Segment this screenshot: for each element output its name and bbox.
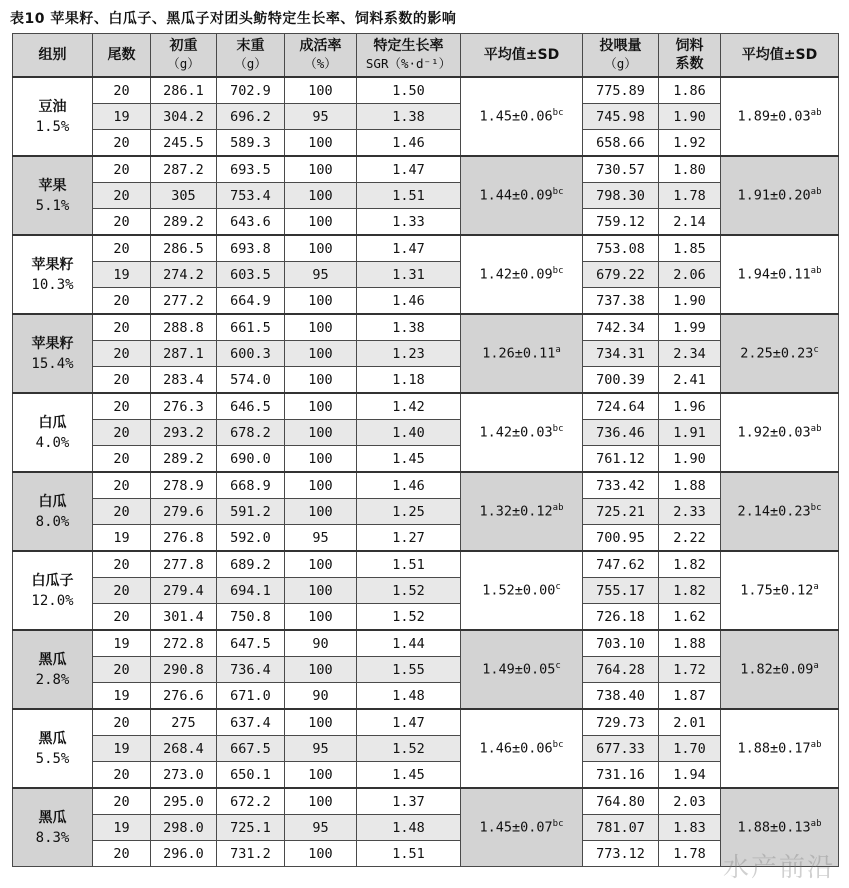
final-weight-cell: 736.4	[217, 657, 285, 683]
survival-cell: 90	[285, 630, 357, 657]
fcr-cell: 2.41	[659, 367, 721, 394]
group-label: 黑瓜 2.8%	[13, 630, 93, 709]
final-weight-cell: 592.0	[217, 525, 285, 552]
sgr-mean-cell: 1.45±0.06$^{bc}$	[461, 77, 583, 156]
fcr-cell: 1.78	[659, 841, 721, 867]
initial-weight-cell: 277.8	[151, 551, 217, 578]
table-row	[13, 314, 839, 341]
table-row	[13, 762, 839, 789]
group-label: 苹果籽 10.3%	[13, 235, 93, 314]
table-row	[13, 446, 839, 473]
final-weight-cell: 637.4	[217, 709, 285, 736]
table-row	[13, 235, 839, 262]
initial-weight-cell: 289.2	[151, 446, 217, 473]
count-cell: 20	[93, 130, 151, 157]
group-label: 苹果 5.1%	[13, 156, 93, 235]
initial-weight-cell: 276.3	[151, 393, 217, 420]
initial-weight-cell: 295.0	[151, 788, 217, 815]
final-weight-cell: 643.6	[217, 209, 285, 236]
survival-cell: 100	[285, 657, 357, 683]
sgr-cell: 1.23	[357, 341, 461, 367]
count-cell: 20	[93, 156, 151, 183]
survival-cell: 100	[285, 156, 357, 183]
table-row	[13, 709, 839, 736]
feed-cell: 730.57	[583, 156, 659, 183]
survival-cell: 100	[285, 578, 357, 604]
sgr-cell: 1.48	[357, 683, 461, 710]
count-cell: 20	[93, 393, 151, 420]
final-weight-cell: 650.1	[217, 762, 285, 789]
initial-weight-cell: 245.5	[151, 130, 217, 157]
feed-cell: 733.42	[583, 472, 659, 499]
group-label: 白瓜 8.0%	[13, 472, 93, 551]
group-block	[13, 709, 839, 788]
initial-weight-cell: 304.2	[151, 104, 217, 130]
table-row	[13, 183, 839, 209]
count-cell: 20	[93, 578, 151, 604]
sgr-cell: 1.47	[357, 709, 461, 736]
table-row	[13, 262, 839, 288]
count-cell: 20	[93, 762, 151, 789]
survival-cell: 100	[285, 762, 357, 789]
feed-cell: 745.98	[583, 104, 659, 130]
initial-weight-cell: 287.2	[151, 156, 217, 183]
fcr-cell: 1.96	[659, 393, 721, 420]
count-cell: 20	[93, 341, 151, 367]
table-row	[13, 551, 839, 578]
final-weight-cell: 725.1	[217, 815, 285, 841]
count-cell: 19	[93, 104, 151, 130]
group-label: 白瓜 4.0%	[13, 393, 93, 472]
table-row	[13, 156, 839, 183]
survival-cell: 100	[285, 499, 357, 525]
table-row	[13, 657, 839, 683]
sgr-cell: 1.18	[357, 367, 461, 394]
survival-cell: 100	[285, 235, 357, 262]
results-table	[12, 33, 839, 867]
group-block	[13, 77, 839, 156]
feed-cell: 679.22	[583, 262, 659, 288]
count-cell: 20	[93, 235, 151, 262]
count-cell: 19	[93, 683, 151, 710]
final-weight-cell: 664.9	[217, 288, 285, 315]
table-row	[13, 841, 839, 867]
count-cell: 20	[93, 841, 151, 867]
sgr-cell: 1.55	[357, 657, 461, 683]
fcr-cell: 2.34	[659, 341, 721, 367]
initial-weight-cell: 279.4	[151, 578, 217, 604]
table-row	[13, 736, 839, 762]
group-block	[13, 314, 839, 393]
sgr-cell: 1.44	[357, 630, 461, 657]
survival-cell: 95	[285, 815, 357, 841]
survival-cell: 100	[285, 288, 357, 315]
feed-cell: 726.18	[583, 604, 659, 631]
feed-cell: 724.64	[583, 393, 659, 420]
table-row	[13, 525, 839, 552]
fcr-cell: 1.87	[659, 683, 721, 710]
header-sgr: 特定生长率 SGR（%·d⁻¹）	[357, 34, 461, 78]
sgr-cell: 1.52	[357, 736, 461, 762]
group-block	[13, 393, 839, 472]
count-cell: 19	[93, 630, 151, 657]
header-survival: 成活率 （%）	[285, 34, 357, 78]
group-block	[13, 551, 839, 630]
fcr-mean-cell: 1.88±0.13$^{ab}$	[721, 788, 839, 867]
survival-cell: 100	[285, 367, 357, 394]
sgr-cell: 1.38	[357, 314, 461, 341]
group-block	[13, 235, 839, 314]
sgr-mean-cell: 1.49±0.05$^c$	[461, 630, 583, 709]
initial-weight-cell: 276.8	[151, 525, 217, 552]
count-cell: 20	[93, 709, 151, 736]
final-weight-cell: 731.2	[217, 841, 285, 867]
survival-cell: 100	[285, 341, 357, 367]
sgr-cell: 1.38	[357, 104, 461, 130]
initial-weight-cell: 286.1	[151, 77, 217, 104]
fcr-cell: 1.85	[659, 235, 721, 262]
sgr-cell: 1.45	[357, 446, 461, 473]
watermark: 水产前沿	[722, 853, 835, 883]
sgr-cell: 1.47	[357, 156, 461, 183]
final-weight-cell: 672.2	[217, 788, 285, 815]
group-block	[13, 788, 839, 867]
sgr-cell: 1.50	[357, 77, 461, 104]
fcr-cell: 2.03	[659, 788, 721, 815]
sgr-cell: 1.52	[357, 578, 461, 604]
feed-cell: 747.62	[583, 551, 659, 578]
final-weight-cell: 647.5	[217, 630, 285, 657]
survival-cell: 100	[285, 314, 357, 341]
count-cell: 20	[93, 446, 151, 473]
initial-weight-cell: 283.4	[151, 367, 217, 394]
table-caption: 表10 苹果籽、白瓜子、黑瓜子对团头鲂特定生长率、饲料系数的影响	[10, 11, 457, 27]
survival-cell: 100	[285, 420, 357, 446]
header-row	[13, 34, 839, 78]
feed-cell: 725.21	[583, 499, 659, 525]
header-group: 组别	[13, 34, 93, 78]
fcr-cell: 1.88	[659, 630, 721, 657]
fcr-cell: 1.86	[659, 77, 721, 104]
count-cell: 20	[93, 788, 151, 815]
sgr-cell: 1.46	[357, 472, 461, 499]
count-cell: 20	[93, 77, 151, 104]
survival-cell: 100	[285, 130, 357, 157]
sgr-mean-cell: 1.44±0.09$^{bc}$	[461, 156, 583, 235]
fcr-cell: 1.82	[659, 578, 721, 604]
survival-cell: 100	[285, 446, 357, 473]
final-weight-cell: 646.5	[217, 393, 285, 420]
survival-cell: 100	[285, 709, 357, 736]
feed-cell: 658.66	[583, 130, 659, 157]
count-cell: 19	[93, 815, 151, 841]
count-cell: 19	[93, 262, 151, 288]
final-weight-cell: 591.2	[217, 499, 285, 525]
initial-weight-cell: 276.6	[151, 683, 217, 710]
sgr-mean-cell: 1.42±0.09$^{bc}$	[461, 235, 583, 314]
count-cell: 20	[93, 472, 151, 499]
sgr-cell: 1.51	[357, 841, 461, 867]
group-label: 黑瓜 5.5%	[13, 709, 93, 788]
table-row	[13, 420, 839, 446]
fcr-cell: 1.94	[659, 762, 721, 789]
survival-cell: 100	[285, 604, 357, 631]
fcr-mean-cell: 1.75±0.12$^a$	[721, 551, 839, 630]
initial-weight-cell: 275	[151, 709, 217, 736]
sgr-cell: 1.46	[357, 130, 461, 157]
survival-cell: 90	[285, 683, 357, 710]
final-weight-cell: 690.0	[217, 446, 285, 473]
count-cell: 19	[93, 736, 151, 762]
fcr-mean-cell: 2.14±0.23$^{bc}$	[721, 472, 839, 551]
feed-cell: 700.95	[583, 525, 659, 552]
fcr-cell: 1.70	[659, 736, 721, 762]
feed-cell: 753.08	[583, 235, 659, 262]
header-fcr: 饲料 系数	[659, 34, 721, 78]
feed-cell: 734.31	[583, 341, 659, 367]
count-cell: 20	[93, 183, 151, 209]
fcr-cell: 1.72	[659, 657, 721, 683]
initial-weight-cell: 278.9	[151, 472, 217, 499]
table-row	[13, 209, 839, 236]
feed-cell: 764.28	[583, 657, 659, 683]
fcr-mean-cell: 1.92±0.03$^{ab}$	[721, 393, 839, 472]
group-label: 苹果籽 15.4%	[13, 314, 93, 393]
final-weight-cell: 589.3	[217, 130, 285, 157]
initial-weight-cell: 301.4	[151, 604, 217, 631]
initial-weight-cell: 305	[151, 183, 217, 209]
fcr-mean-cell: 1.91±0.20$^{ab}$	[721, 156, 839, 235]
initial-weight-cell: 293.2	[151, 420, 217, 446]
fcr-cell: 1.80	[659, 156, 721, 183]
survival-cell: 100	[285, 393, 357, 420]
count-cell: 20	[93, 314, 151, 341]
header-final-weight: 末重 （g）	[217, 34, 285, 78]
fcr-cell: 2.06	[659, 262, 721, 288]
count-cell: 20	[93, 420, 151, 446]
table-row	[13, 367, 839, 394]
feed-cell: 761.12	[583, 446, 659, 473]
survival-cell: 100	[285, 551, 357, 578]
count-cell: 20	[93, 209, 151, 236]
sgr-cell: 1.45	[357, 762, 461, 789]
sgr-cell: 1.48	[357, 815, 461, 841]
initial-weight-cell: 289.2	[151, 209, 217, 236]
fcr-mean-cell: 1.94±0.11$^{ab}$	[721, 235, 839, 314]
final-weight-cell: 668.9	[217, 472, 285, 499]
table-row	[13, 77, 839, 104]
final-weight-cell: 678.2	[217, 420, 285, 446]
sgr-mean-cell: 1.42±0.03$^{bc}$	[461, 393, 583, 472]
survival-cell: 100	[285, 209, 357, 236]
survival-cell: 100	[285, 841, 357, 867]
feed-cell: 731.16	[583, 762, 659, 789]
count-cell: 20	[93, 604, 151, 631]
feed-cell: 738.40	[583, 683, 659, 710]
fcr-mean-cell: 2.25±0.23$^c$	[721, 314, 839, 393]
table-row	[13, 130, 839, 157]
sgr-mean-cell: 1.26±0.11$^a$	[461, 314, 583, 393]
sgr-mean-cell: 1.45±0.07$^{bc}$	[461, 788, 583, 867]
sgr-cell: 1.47	[357, 235, 461, 262]
initial-weight-cell: 274.2	[151, 262, 217, 288]
sgr-mean-cell: 1.46±0.06$^{bc}$	[461, 709, 583, 788]
final-weight-cell: 600.3	[217, 341, 285, 367]
fcr-cell: 2.33	[659, 499, 721, 525]
feed-cell: 755.17	[583, 578, 659, 604]
count-cell: 20	[93, 657, 151, 683]
initial-weight-cell: 277.2	[151, 288, 217, 315]
count-cell: 20	[93, 499, 151, 525]
header-fcr-mean: 平均值±SD	[721, 34, 839, 78]
sgr-cell: 1.33	[357, 209, 461, 236]
initial-weight-cell: 273.0	[151, 762, 217, 789]
fcr-cell: 1.83	[659, 815, 721, 841]
sgr-cell: 1.25	[357, 499, 461, 525]
initial-weight-cell: 272.8	[151, 630, 217, 657]
sgr-cell: 1.40	[357, 420, 461, 446]
fcr-cell: 1.90	[659, 446, 721, 473]
final-weight-cell: 667.5	[217, 736, 285, 762]
feed-cell: 764.80	[583, 788, 659, 815]
table-row	[13, 788, 839, 815]
final-weight-cell: 696.2	[217, 104, 285, 130]
feed-cell: 798.30	[583, 183, 659, 209]
sgr-cell: 1.42	[357, 393, 461, 420]
initial-weight-cell: 287.1	[151, 341, 217, 367]
fcr-cell: 1.88	[659, 472, 721, 499]
fcr-cell: 1.91	[659, 420, 721, 446]
survival-cell: 95	[285, 262, 357, 288]
final-weight-cell: 693.5	[217, 156, 285, 183]
feed-cell: 700.39	[583, 367, 659, 394]
table-row	[13, 630, 839, 657]
feed-cell: 677.33	[583, 736, 659, 762]
final-weight-cell: 671.0	[217, 683, 285, 710]
feed-cell: 781.07	[583, 815, 659, 841]
sgr-cell: 1.52	[357, 604, 461, 631]
sgr-cell: 1.46	[357, 288, 461, 315]
initial-weight-cell: 279.6	[151, 499, 217, 525]
feed-cell: 775.89	[583, 77, 659, 104]
initial-weight-cell: 288.8	[151, 314, 217, 341]
final-weight-cell: 661.5	[217, 314, 285, 341]
fcr-cell: 1.99	[659, 314, 721, 341]
fcr-mean-cell: 1.89±0.03$^{ab}$	[721, 77, 839, 156]
survival-cell: 95	[285, 525, 357, 552]
table-row	[13, 104, 839, 130]
table-row	[13, 341, 839, 367]
group-block	[13, 156, 839, 235]
group-label: 白瓜子 12.0%	[13, 551, 93, 630]
group-block	[13, 472, 839, 551]
table-row	[13, 288, 839, 315]
table-row	[13, 815, 839, 841]
sgr-cell: 1.37	[357, 788, 461, 815]
final-weight-cell: 689.2	[217, 551, 285, 578]
survival-cell: 100	[285, 472, 357, 499]
fcr-cell: 1.90	[659, 104, 721, 130]
feed-cell: 737.38	[583, 288, 659, 315]
fcr-cell: 2.14	[659, 209, 721, 236]
fcr-mean-cell: 1.82±0.09$^a$	[721, 630, 839, 709]
initial-weight-cell: 296.0	[151, 841, 217, 867]
header-feed: 投喂量 （g）	[583, 34, 659, 78]
sgr-cell: 1.27	[357, 525, 461, 552]
table-row	[13, 499, 839, 525]
fcr-cell: 1.62	[659, 604, 721, 631]
initial-weight-cell: 290.8	[151, 657, 217, 683]
survival-cell: 95	[285, 104, 357, 130]
table-row	[13, 683, 839, 710]
final-weight-cell: 693.8	[217, 235, 285, 262]
fcr-mean-cell: 1.88±0.17$^{ab}$	[721, 709, 839, 788]
count-cell: 20	[93, 551, 151, 578]
initial-weight-cell: 268.4	[151, 736, 217, 762]
group-label: 黑瓜 8.3%	[13, 788, 93, 867]
sgr-cell: 1.51	[357, 551, 461, 578]
sgr-cell: 1.31	[357, 262, 461, 288]
fcr-cell: 2.01	[659, 709, 721, 736]
count-cell: 20	[93, 367, 151, 394]
header-count: 尾数	[93, 34, 151, 78]
final-weight-cell: 750.8	[217, 604, 285, 631]
table-row	[13, 393, 839, 420]
count-cell: 20	[93, 288, 151, 315]
feed-cell: 729.73	[583, 709, 659, 736]
survival-cell: 100	[285, 788, 357, 815]
group-label: 豆油 1.5%	[13, 77, 93, 156]
survival-cell: 100	[285, 77, 357, 104]
fcr-cell: 2.22	[659, 525, 721, 552]
fcr-cell: 1.82	[659, 551, 721, 578]
table-row	[13, 472, 839, 499]
final-weight-cell: 603.5	[217, 262, 285, 288]
count-cell: 19	[93, 525, 151, 552]
sgr-cell: 1.51	[357, 183, 461, 209]
survival-cell: 95	[285, 736, 357, 762]
sgr-mean-cell: 1.32±0.12$^{ab}$	[461, 472, 583, 551]
final-weight-cell: 702.9	[217, 77, 285, 104]
initial-weight-cell: 286.5	[151, 235, 217, 262]
feed-cell: 759.12	[583, 209, 659, 236]
header-sgr-mean: 平均值±SD	[461, 34, 583, 78]
header-initial-weight: 初重 （g）	[151, 34, 217, 78]
sgr-mean-cell: 1.52±0.00$^c$	[461, 551, 583, 630]
feed-cell: 742.34	[583, 314, 659, 341]
table-row	[13, 604, 839, 631]
feed-cell: 736.46	[583, 420, 659, 446]
initial-weight-cell: 298.0	[151, 815, 217, 841]
fcr-cell: 1.78	[659, 183, 721, 209]
table-row	[13, 578, 839, 604]
fcr-cell: 1.92	[659, 130, 721, 157]
final-weight-cell: 694.1	[217, 578, 285, 604]
final-weight-cell: 753.4	[217, 183, 285, 209]
survival-cell: 100	[285, 183, 357, 209]
group-block	[13, 630, 839, 709]
fcr-cell: 1.90	[659, 288, 721, 315]
feed-cell: 703.10	[583, 630, 659, 657]
final-weight-cell: 574.0	[217, 367, 285, 394]
feed-cell: 773.12	[583, 841, 659, 867]
